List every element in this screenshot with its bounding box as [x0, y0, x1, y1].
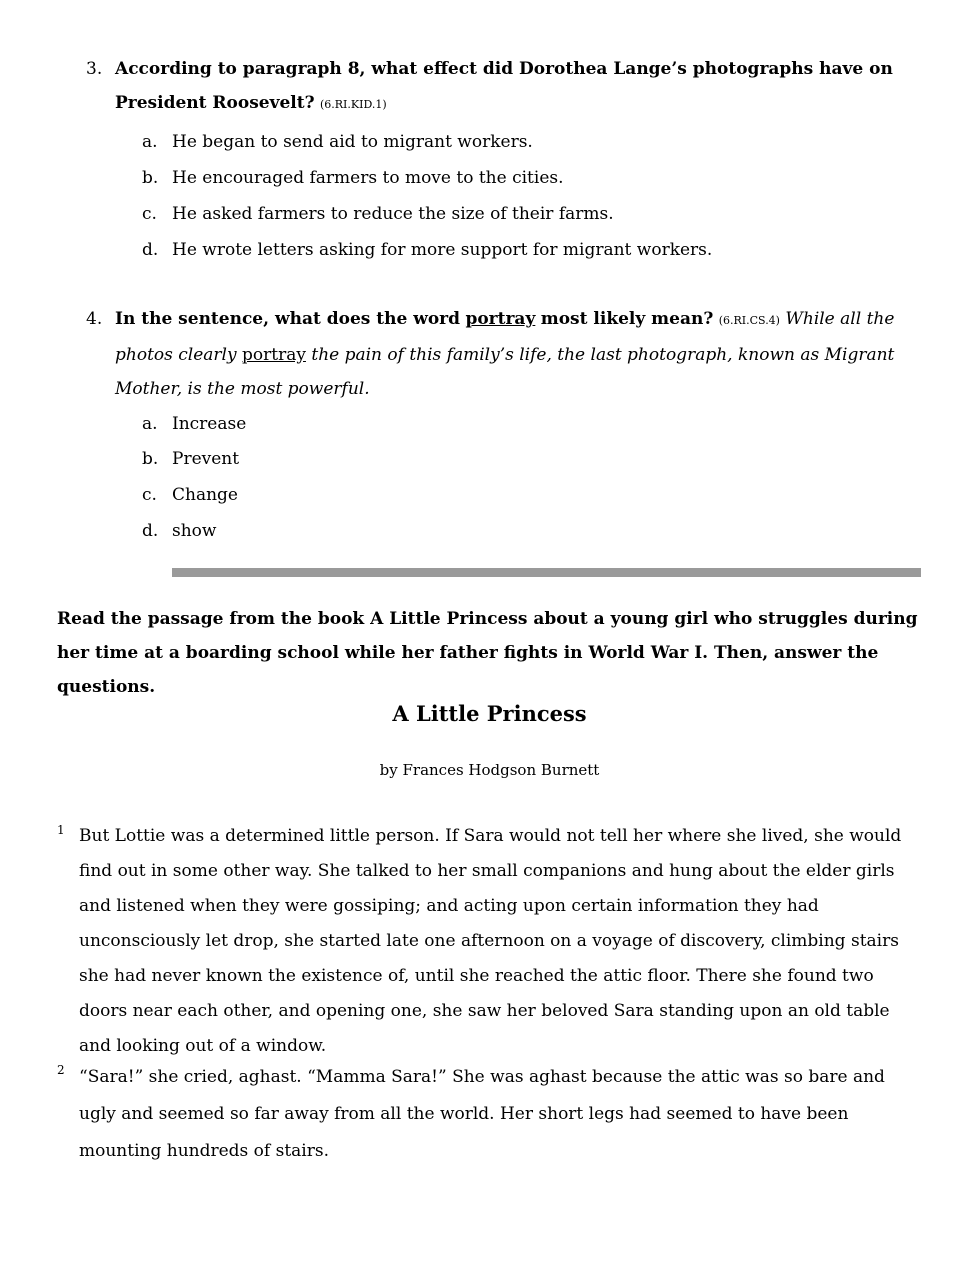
- question-3-stem: [115, 52, 925, 122]
- paragraph-2-number: 2: [57, 1063, 65, 1077]
- q4-option-a-letter: a.: [142, 414, 158, 434]
- question-4-number: 4.: [86, 309, 103, 329]
- passage-author: by Frances Hodgson Burnett: [379, 761, 600, 779]
- section-divider: [172, 568, 921, 577]
- question-4-quote-after: the pain of this family’s life, the last photograph, known as Migrant Mother, is the most powerful.: [115, 345, 895, 399]
- q4-option-b: Prevent: [172, 449, 240, 469]
- q4-option-c: Change: [172, 485, 238, 505]
- question-4-stem: [115, 302, 925, 406]
- q3-option-b-letter: b.: [142, 168, 159, 188]
- paragraph-1-text: But Lottie was a determined little person. If Sara would not tell her where she lived, she would find out in some other way. She talked to her small companions and hung about the elder girls and listened when they were gossiping; and acting upon certain information they had unconsciously let drop, she started late one afternoon on a voyage of discovery, climbing stairs she had never known the existence of, until she reached the attic floor. There she found two doors near each other, and opening one, she saw her beloved Sara standing upon an old table and looking out of a window.: [79, 826, 902, 1056]
- paragraph-1-number: 1: [57, 823, 65, 837]
- question-4-stem-word: portray: [465, 309, 536, 329]
- q4-option-c-letter: c.: [142, 485, 157, 505]
- paragraph-2-text: “Sara!” she cried, aghast. “Mamma Sara!” She was aghast because the attic was so bare and ugly and seemed so far away from all the world. Her short legs had seemed to have been mounting hundreds of stairs.: [79, 1067, 885, 1161]
- q3-option-c-letter: c.: [142, 204, 157, 224]
- question-4-stem-before: In the sentence, what does the word: [115, 309, 461, 329]
- q3-option-c: He asked farmers to reduce the size of their farms.: [172, 204, 614, 224]
- q3-option-a: He began to send aid to migrant workers.: [172, 132, 533, 152]
- question-4-stem-after: most likely mean?: [540, 309, 714, 329]
- question-3-stem-text: According to paragraph 8, what effect did Dorothea Lange’s photographs have on President Roosevelt?: [115, 59, 893, 113]
- q4-option-a: Increase: [172, 414, 247, 434]
- q4-option-b-letter: b.: [142, 449, 159, 469]
- q4-option-d-letter: d.: [142, 521, 159, 541]
- q4-option-d: show: [172, 521, 217, 541]
- q3-option-a-letter: a.: [142, 132, 158, 152]
- question-4-standard: (6.RI.CS.4): [718, 314, 780, 327]
- passage-intro: Read the passage from the book A Little Princess about a young girl who struggles during her time at a boarding school while her father fights in World War I. Then, answer the questions.: [57, 609, 918, 697]
- q3-option-d: He wrote letters asking for more support for migrant workers.: [172, 240, 713, 260]
- question-4-quote-word: portray: [242, 345, 306, 365]
- passage-title: A Little Princess: [392, 701, 587, 726]
- q3-option-b: He encouraged farmers to move to the cities.: [172, 168, 564, 188]
- question-4-quote-before: While all the photos clearly: [115, 309, 895, 365]
- question-3-standard: (6.RI.KID.1): [319, 98, 387, 111]
- question-3-number: 3.: [86, 59, 103, 79]
- q3-option-d-letter: d.: [142, 240, 159, 260]
